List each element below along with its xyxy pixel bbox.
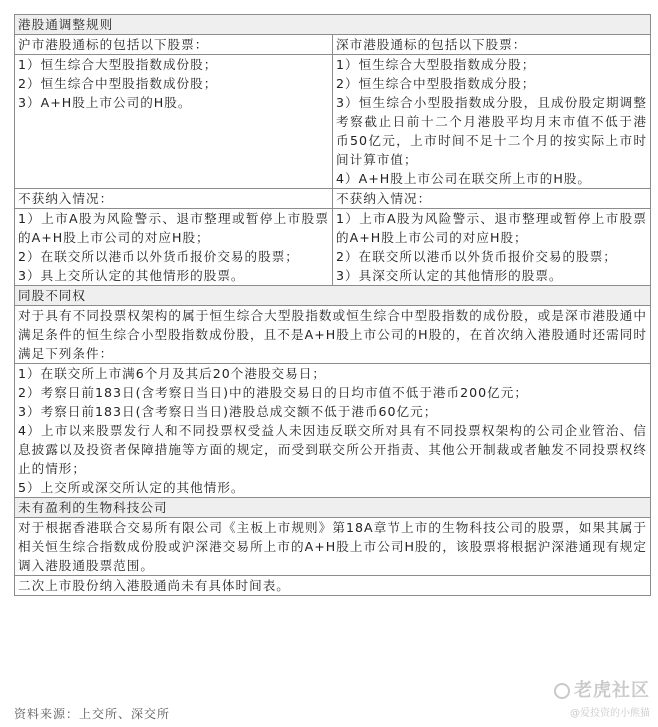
list-item: 1）恒生综合大型股指数成份股；	[18, 57, 218, 72]
list-item: 3）具上交所认定的其他情形的股票。	[18, 268, 245, 283]
sh-inclusion-cell	[15, 55, 333, 189]
header-row	[15, 35, 651, 55]
list-item: 1）恒生综合大型股指数成分股；	[336, 57, 536, 72]
list-item: 3）考察日前183日(含考察日当日)港股总成交额不低于港币60亿元；	[18, 404, 438, 419]
source-note: 资料来源：上交所、深交所	[14, 707, 171, 721]
exclusion-row	[15, 209, 651, 286]
list-item: 3）具深交所认定的其他情形的股票。	[336, 268, 563, 283]
list-item: 2）恒生综合中型股指数成份股；	[18, 76, 218, 91]
list-item: 5）上交所或深交所认定的其他情形。	[18, 480, 245, 495]
wvr-intro-row	[15, 306, 651, 364]
watermark	[554, 676, 650, 719]
list-item: 2）考察日前183日(含考察日当日)中的港股交易日的日均市值不低于港币200亿元；	[18, 385, 528, 400]
list-item: 1）上市A股为风险警示、退市整理或暂停上市股票的A+H股上市公司的对应H股；	[336, 211, 647, 245]
list-item: 2）在联交所以港币以外货币报价交易的股票；	[336, 249, 617, 264]
list-item: 1）上市A股为风险警示、退市整理或暂停上市股票的A+H股上市公司的对应H股；	[18, 211, 329, 245]
sz-header: 深市港股通标的包括以下股票：	[333, 35, 651, 55]
list-item: 1）在联交所上市满6个月及其后20个港股交易日；	[18, 366, 326, 381]
wvr-intro: 对于具有不同投票权架构的属于恒生综合大型股指数或恒生综合中型股指数的成份股，或是深市港股通中满足条件的恒生综合小型股指数成份股，且不是A+H股上市公司的H股的，在首次纳入港股通时还需同时满足下列条件：	[15, 306, 651, 364]
list-item: 4）A+H股上市公司在联交所上市的H股。	[336, 171, 592, 186]
list-item: 3）恒生综合小型股指数成分股，且成份股定期调整考察截止日前十二个月港股平均月末市值不低于港币50亿元，上市时间不足十二个月的按实际上市时间计算市值；	[336, 95, 647, 167]
sh-exclusion-header: 不获纳入情况：	[15, 189, 333, 209]
list-item: 2）在联交所以港币以外货币报价交易的股票；	[18, 249, 299, 264]
biotech-title: 未有盈利的生物科技公司	[15, 498, 651, 518]
wvr-title: 同股不同权	[15, 286, 651, 306]
watermark-handle: @爱投资的小熊猫	[570, 708, 650, 719]
biotech-text-row	[15, 518, 651, 576]
wvr-conditions-row	[15, 364, 651, 498]
tiger-logo-icon	[554, 683, 570, 699]
watermark-brand: 老虎社区	[574, 680, 650, 701]
biotech-text: 对于根据香港联合交易所有限公司《主板上市规则》第18A章节上市的生物科技公司的股票，如果其属于相关恒生综合指数成份股或沪深港交易所上市的A+H股上市公司H股的，该股票将根据沪深港通现有规定调入港股通股票范围。	[15, 518, 651, 576]
list-item: 2）恒生综合中型股指数成分股；	[336, 76, 536, 91]
wvr-title-row	[15, 286, 651, 306]
list-item: 3）A+H股上市公司的H股。	[18, 95, 192, 110]
title-row	[15, 15, 651, 35]
sh-header: 沪市港股通标的包括以下股票：	[15, 35, 333, 55]
secondary-listing-text: 二次上市股份纳入港股通尚未有具体时间表。	[15, 576, 651, 596]
sh-exclusion-cell	[15, 209, 333, 286]
rules-table	[14, 14, 651, 596]
sz-inclusion-cell	[333, 55, 651, 189]
sz-exclusion-header: 不获纳入情况：	[333, 189, 651, 209]
list-item: 4）上市以来股票发行人和不同投票权受益人未因违反联交所对具有不同投票权架构的公司企业管治、信息披露以及投资者保障措施等方面的规定，而受到联交所公开指责、其他公开制裁或者触发不同投票权终止的情形；	[18, 423, 647, 476]
table-title: 港股通调整规则	[15, 15, 651, 35]
exclusion-header-row	[15, 189, 651, 209]
inclusion-row	[15, 55, 651, 189]
wvr-conditions-cell	[15, 364, 651, 498]
sz-exclusion-cell	[333, 209, 651, 286]
secondary-listing-row	[15, 576, 651, 596]
biotech-title-row	[15, 498, 651, 518]
